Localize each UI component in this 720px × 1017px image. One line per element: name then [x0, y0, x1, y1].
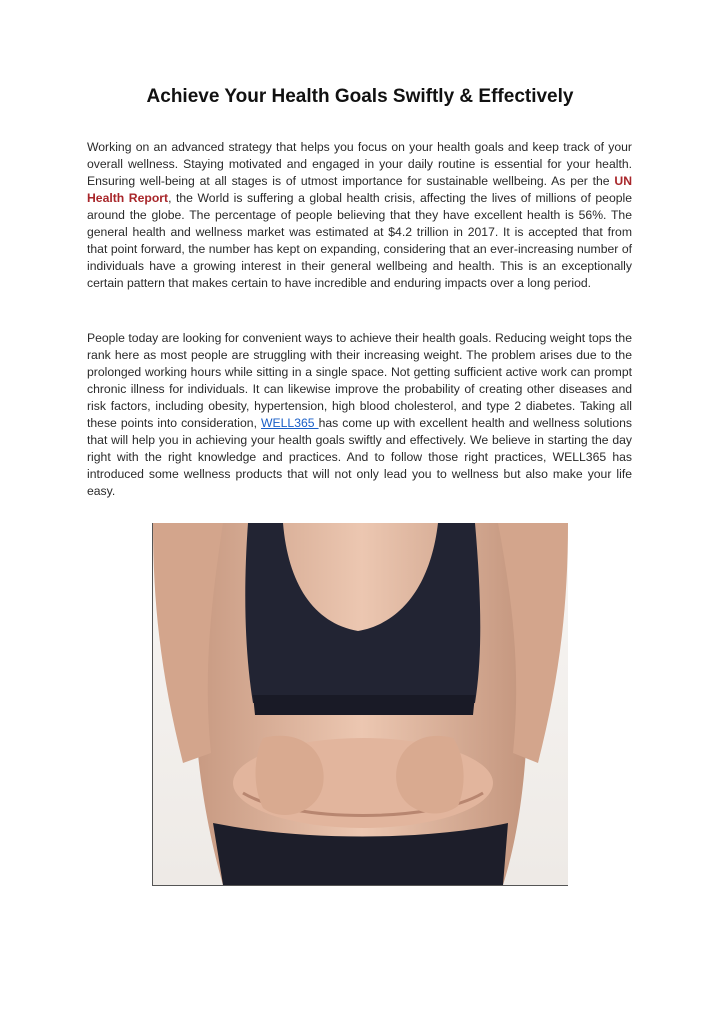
paragraph-intro-text-start: Working on an advanced strategy that helps you focus on your health goals and keep track of your overall wellness. Staying motivated and engaged in your daily routine is essential for your health. Ensuring well-being at all stages is of utmost importance for sustainable wellbeing. As per the	[87, 140, 632, 188]
torso-photo	[152, 523, 568, 886]
paragraph-weight-text-end: has come up with excellent health and wellness solutions that will help you in achieving your health goals swiftly and effectively. We believe in starting the day right with the right knowledge and practices. And to follow those right practices, WELL365 has introduced some wellness products that will not only lead you to wellness but also make your life easy.	[87, 416, 632, 498]
paragraph-weight	[87, 330, 632, 500]
well365-link[interactable]: WELL365	[261, 416, 319, 430]
torso-illustration	[153, 523, 568, 885]
page-title: Achieve Your Health Goals Swiftly & Effectively	[146, 86, 574, 107]
paragraph-intro-text-end: , the World is suffering a global health crisis, affecting the lives of millions of people around the globe. The percentage of people believing that they have excellent health is 56%. The general health and wellness market was estimated at $4.2 trillion in 2017. It is accepted that from that point forward, the number has kept on expanding, considering that an ever-increasing number of individuals have a growing interest in their general wellbeing and health. This is an exceptionally certain pattern that makes certain to have incredible and enduring impacts over a long period.	[87, 191, 632, 290]
paragraph-weight-text-start: People today are looking for convenient ways to achieve their health goals. Reducing weight tops the rank here as most people are struggling with their increasing weight. The problem arises due to the prolonged working hours while sitting in a single space. Not getting sufficient active work can prompt chronic illness for individuals. It can likewise improve the probability of creating other diseases and risk factors, including obesity, hypertension, high blood cholesterol, and type 2 diabetes. Taking all these points into consideration,	[87, 331, 632, 430]
un-health-report-link[interactable]: UN Health Report	[87, 174, 632, 205]
paragraph-intro	[87, 139, 632, 292]
